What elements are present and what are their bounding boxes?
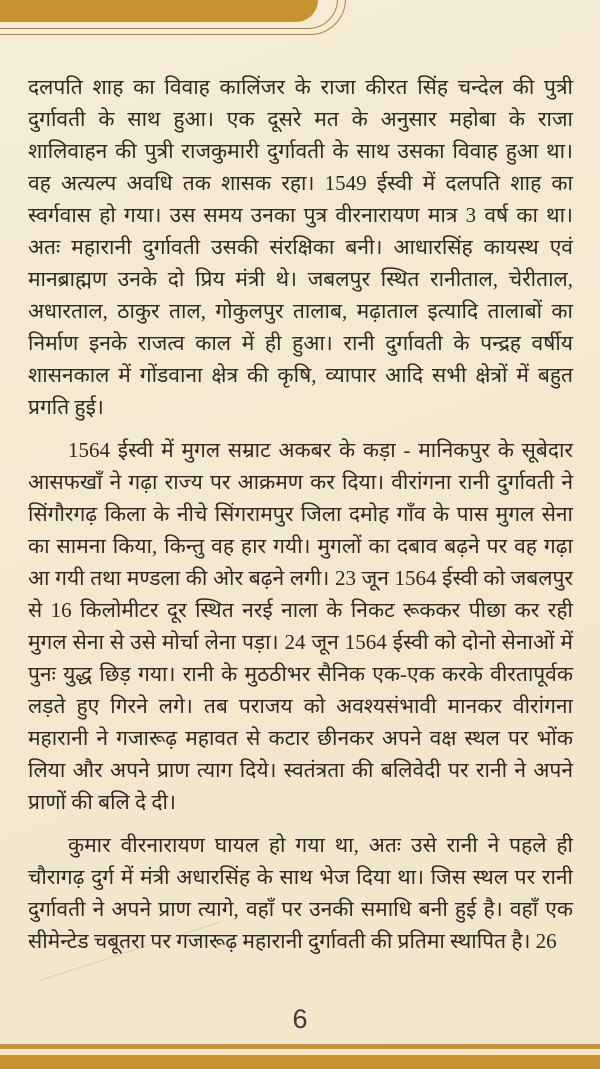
paragraph-2: 1564 ईस्वी में मुगल सम्राट अकबर के कड़ा - मानिकपुर के सूबेदार आसफखाँ ने गढ़ा राज्य पर आक्रमण कर दिया। वीरांगना रानी दुर्गावती ने सिंगौरगढ़ किला के नीचे सिंगरामपुर जिला दमोह गाँव के पास मुगल सेना का सामना किया, किन्तु वह हार गयी। मुगलों का दबाव बढ़ने पर वह गढ़ा आ गयी तथा मण्डला की ओर बढ़ने लगी। 23 जून 1564 ईस्वी को जबलपुर से 16 किलोमीटर दूर स्थित नरई नाला के निकट रूककर पीछा कर रही मुगल सेना से उसे मोर्चा लेना पड़ा। 24 जून 1564 ईस्वी को दोनो सेनाओं में पुनः युद्ध छिड़ गया। रानी के मुठठीभर सैनिक एक-एक करके वीरतापूर्वक लड़ते हुए गिरने लगे। तब पराजय को अवश्यसंभावी मानकर वीरांगना महारानी ने गजारूढ़ महावत से कटार छीनकर अपने वक्ष स्थल पर भोंक लिया और अपने प्राण त्याग दिये। स्वतंत्रता की बलिवेदी पर रानी ने अपने प्राणों की बलि दे दी।: [28, 438, 573, 814]
top-left-gold-tab: [0, 0, 318, 22]
page-text-block: [28, 71, 573, 968]
paragraph-1: दलपति शाह का विवाह कालिंजर के राजा कीरत सिंह चन्देल की पुत्री दुर्गावती के साथ हुआ। एक दूसरे मत के अनुसार महोबा के राजा शालिवाहन की पुत्री राजकुमारी दुर्गावती के साथ उसका विवाह हुआ था। वह अत्यल्प अवधि तक शासक रहा। 1549 ईस्वी में दलपति शाह का स्वर्गवास हो गया। उस समय उनका पुत्र वीरनारायण मात्र 3 वर्ष का था। अतः महारानी दुर्गावती उसकी संरक्षिका बनी। आधारसिंह कायस्थ एवं मानब्राह्मण उनके दो प्रिय मंत्री थे। जबलपुर स्थित रानीताल, चेरीताल, अधारताल, ठाकुर ताल, गोकुलपुर तालाब, मढ़ाताल इत्यादि तालाबों का निर्माण इनके राजत्व काल में ही हुआ। रानी दुर्गावती के पन्द्रह वर्षीय शासनकाल में गोंडवाना क्षेत्र की कृषि, व्यापार आदि सभी क्षेत्रों में बहुत प्रगति हुई।: [28, 75, 573, 419]
page-number: 6: [292, 1004, 308, 1034]
bottom-gold-band: [0, 1055, 600, 1069]
bottom-gold-rule: [0, 1044, 600, 1049]
paragraph-3: कुमार वीरनारायण घायल हो गया था, अतः उसे रानी ने पहले ही चौरागढ़ दुर्ग में मंत्री अधारसिंह के साथ भेज दिया था। जिस स्थल पर रानी दुर्गावती ने अपने प्राण त्यागे, वहाँ पर उनकी समाधि बनी हुई है। वहाँ एक सीमेन्टेड चबूतरा पर गजारूढ़ महारानी दुर्गावती की प्रतिमा स्थापित है। 26: [28, 833, 573, 953]
